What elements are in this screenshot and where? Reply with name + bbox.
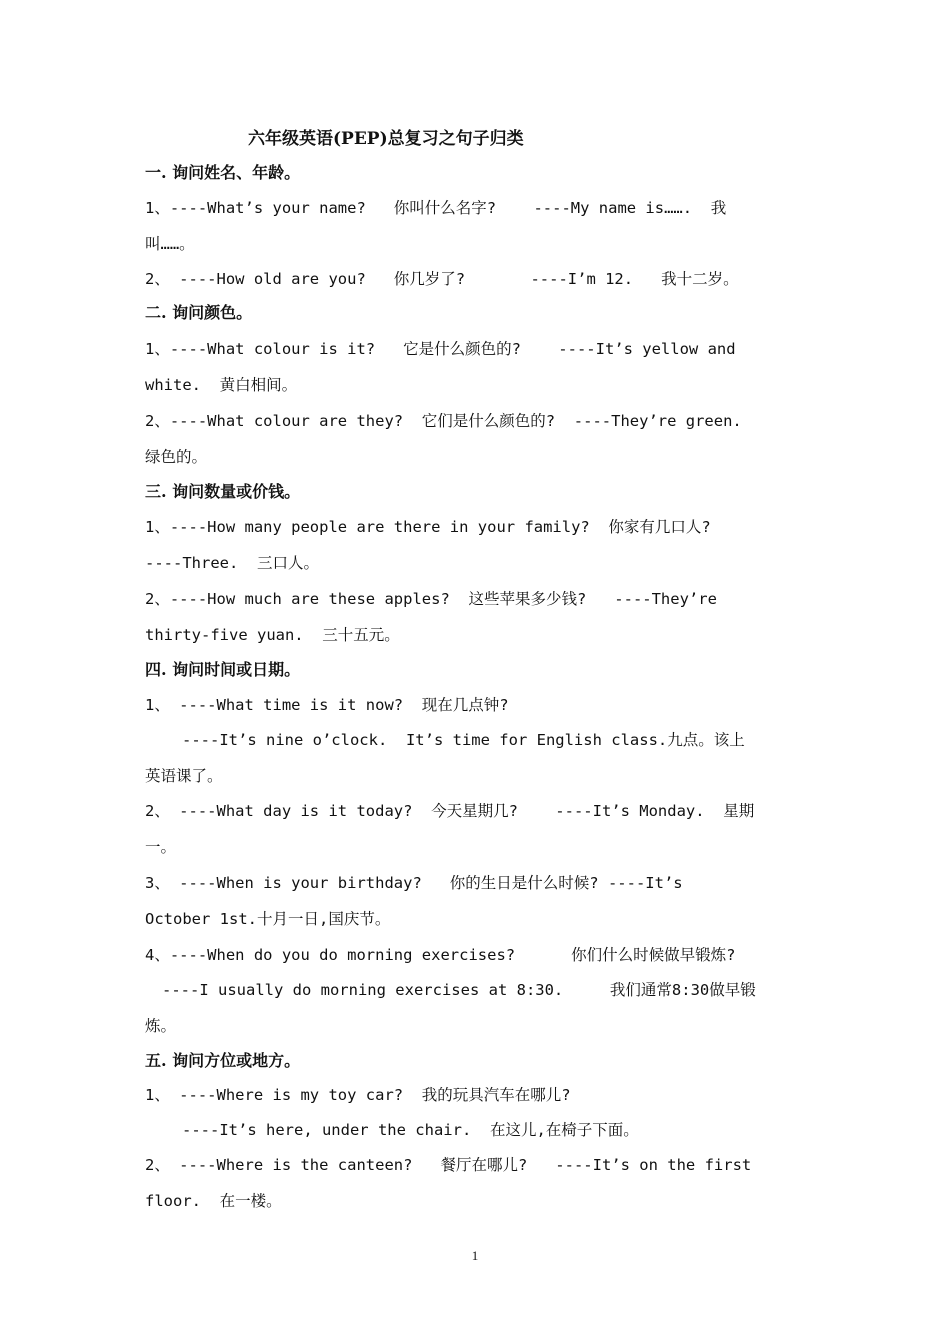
sentence-line: thirty-five yuan. 三十五元。 — [145, 626, 400, 644]
sentence-line: 叫……。 — [145, 235, 195, 253]
sentence-line: October 1st.十月一日,国庆节。 — [145, 910, 391, 928]
section-heading-1: 一. 询问姓名、年龄。 — [145, 163, 301, 182]
sentence-line: 2、 ----What day is it today? 今天星期几? ----It’s Monday. 星期 — [145, 802, 755, 820]
document-title: 六年级英语(PEP)总复习之句子归类 — [248, 129, 524, 149]
sentence-line: ----It’s nine o’clock. It’s time for English class.九点。该上 — [182, 731, 745, 749]
sentence-line: 2、 ----Where is the canteen? 餐厅在哪儿? ----It’s on the first — [145, 1156, 752, 1174]
page-number: 1 — [471, 1248, 479, 1263]
sentence-line: 1、 ----What time is it now? 现在几点钟? — [145, 696, 509, 714]
sentence-line: 炼。 — [145, 1017, 177, 1035]
sentence-line: ----I usually do morning exercises at 8:30. 我们通常8:30做早锻 — [162, 981, 756, 999]
sentence-line: 2、----What colour are they? 它们是什么颜色的? ----They’re green. — [145, 412, 742, 430]
section-heading-3: 三. 询问数量或价钱。 — [145, 482, 301, 501]
sentence-line: ----Three. 三口人。 — [145, 554, 319, 572]
sentence-line: ----It’s here, under the chair. 在这儿,在椅子下面。 — [182, 1121, 639, 1139]
sentence-line: white. 黄白相间。 — [145, 376, 298, 394]
sentence-line: 2、 ----How old are you? 你几岁了? ----I’m 12. 我十二岁。 — [145, 270, 739, 288]
sentence-line: floor. 在一楼。 — [145, 1192, 282, 1210]
section-heading-4: 四. 询问时间或日期。 — [145, 660, 301, 679]
sentence-line: 1、----What’s your name? 你叫什么名字? ----My name is……. 我 — [145, 199, 727, 217]
sentence-line: 1、----What colour is it? 它是什么颜色的? ----It’s yellow and — [145, 340, 736, 358]
section-heading-2: 二. 询问颜色。 — [145, 303, 253, 322]
sentence-line: 1、 ----Where is my toy car? 我的玩具汽车在哪儿? — [145, 1086, 571, 1104]
sentence-line: 2、----How much are these apples? 这些苹果多少钱? ----They’re — [145, 590, 717, 608]
sentence-line: 英语课了。 — [145, 767, 223, 785]
sentence-line: 1、----How many people are there in your family? 你家有几口人? — [145, 518, 711, 536]
sentence-line: 3、 ----When is your birthday? 你的生日是什么时候? ----It’s — [145, 874, 683, 892]
section-heading-5: 五. 询问方位或地方。 — [145, 1051, 301, 1070]
sentence-line: 一。 — [145, 838, 177, 856]
sentence-line: 4、----When do you do morning exercises? 你们什么时候做早锻炼? — [145, 946, 736, 964]
sentence-line: 绿色的。 — [145, 448, 208, 466]
